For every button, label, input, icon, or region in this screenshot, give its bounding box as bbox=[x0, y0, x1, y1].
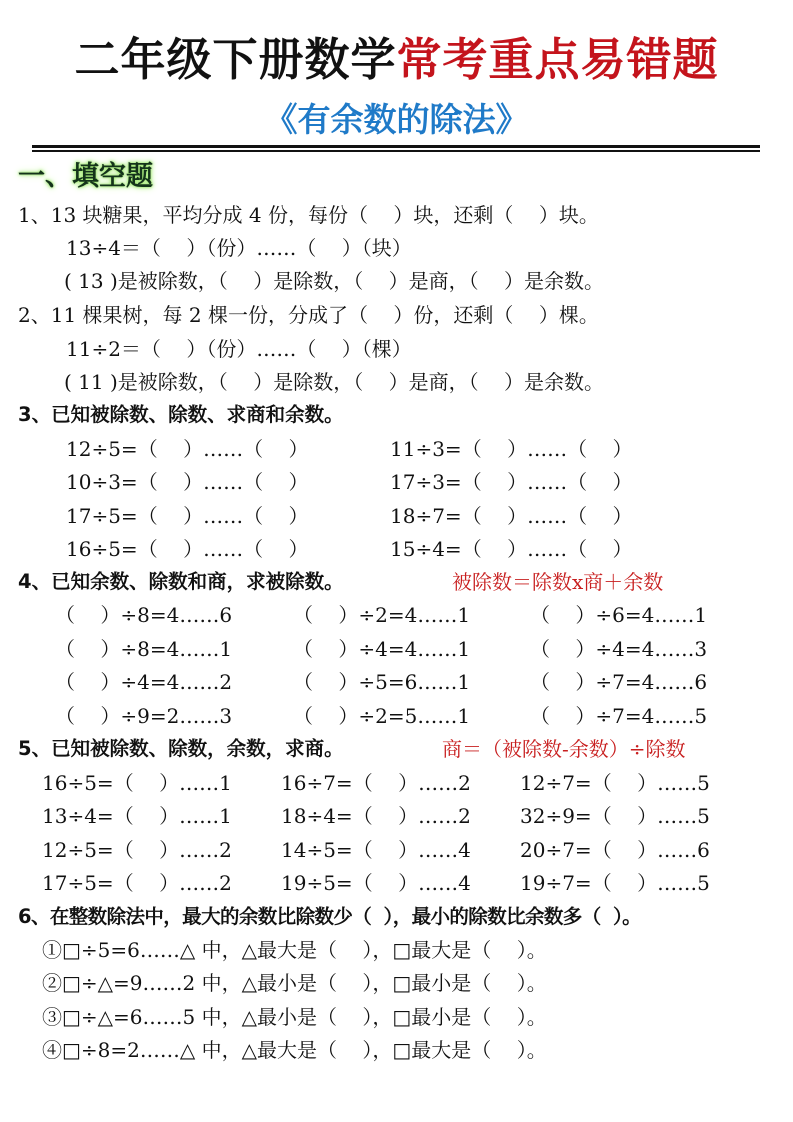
q2-prompt: 2、11 棵果树，每 2 棵一份，分成了（ ）份，还剩（ ）棵。 bbox=[18, 303, 599, 327]
worksheet-subtitle: 《有余数的除法》 bbox=[264, 100, 529, 139]
q3-item: 10÷3=（ ）……（ ） bbox=[66, 470, 309, 494]
q4-item: （ ）÷4=4……2 bbox=[55, 670, 233, 694]
worksheet-title bbox=[0, 30, 793, 90]
q5-item: 17÷5=（ ）……2 bbox=[42, 871, 232, 895]
q6-item: ②□÷△=9……2 中，△最小是（ ），□最小是（ ）。 bbox=[42, 971, 547, 995]
q3-title: 3、已知被除数、除数、求商和余数。 bbox=[18, 403, 344, 426]
q1-equation: 13÷4＝（ ）（份）……（ ）（块） bbox=[66, 236, 412, 260]
q4-item: （ ）÷9=2……3 bbox=[55, 704, 233, 728]
q4-item: （ ）÷6=4……1 bbox=[530, 603, 708, 627]
section-heading-fill-in-blanks: 一、填空题 bbox=[18, 161, 153, 192]
q4-item: （ ）÷4=4……1 bbox=[293, 637, 471, 661]
title-grade-part: 二年级下册数学 bbox=[74, 33, 397, 86]
q5-item: 12÷5=（ ）……2 bbox=[42, 838, 232, 862]
q4-item: （ ）÷2=5……1 bbox=[293, 704, 471, 728]
q4-item: （ ）÷5=6……1 bbox=[293, 670, 471, 694]
q4-item: （ ）÷8=4……6 bbox=[55, 603, 233, 627]
q6-item: ④□÷8=2……△ 中，△最大是（ ），□最大是（ ）。 bbox=[42, 1038, 547, 1062]
q3-item: 17÷3=（ ）……（ ） bbox=[390, 470, 633, 494]
q4-item: （ ）÷4=4……3 bbox=[530, 637, 708, 661]
q6-item: ③□÷△=6……5 中，△最小是（ ），□最小是（ ）。 bbox=[42, 1005, 547, 1029]
q1-prompt: 1、13 块糖果，平均分成 4 份，每份（ ）块，还剩（ ）块。 bbox=[18, 203, 599, 227]
q3-item: 11÷3=（ ）……（ ） bbox=[390, 437, 633, 461]
q5-item: 16÷5=（ ）……1 bbox=[42, 771, 232, 795]
q3-item: 18÷7=（ ）……（ ） bbox=[390, 504, 633, 528]
q5-item: 19÷7=（ ）……5 bbox=[520, 871, 710, 895]
q5-item: 18÷4=（ ）……2 bbox=[281, 804, 471, 828]
q5-item: 14÷5=（ ）……4 bbox=[281, 838, 471, 862]
header-divider-top bbox=[32, 145, 760, 148]
q6-title: 6、在整数除法中，最大的余数比除数少（ ），最小的除数比余数多（ ）。 bbox=[18, 905, 642, 928]
title-topic-part: 常考重点易错题 bbox=[396, 33, 719, 86]
q5-item: 19÷5=（ ）……4 bbox=[281, 871, 471, 895]
q3-item: 17÷5=（ ）……（ ） bbox=[66, 504, 309, 528]
q4-item: （ ）÷7=4……5 bbox=[530, 704, 708, 728]
q5-formula-hint: 商＝（被除数-余数）÷除数 bbox=[442, 737, 686, 761]
q4-item: （ ）÷8=4……1 bbox=[55, 637, 233, 661]
q2-terms: ( 11 )是被除数，（ ）是除数，（ ）是商，（ ）是余数。 bbox=[64, 370, 605, 394]
q3-item: 15÷4=（ ）……（ ） bbox=[390, 537, 633, 561]
q2-equation: 11÷2＝（ ）（份）……（ ）（棵） bbox=[66, 337, 412, 361]
q5-item: 32÷9=（ ）……5 bbox=[520, 804, 710, 828]
q5-item: 12÷7=（ ）……5 bbox=[520, 771, 710, 795]
q5-item: 13÷4=（ ）……1 bbox=[42, 804, 232, 828]
q5-item: 20÷7=（ ）……6 bbox=[520, 838, 710, 862]
q1-terms: ( 13 )是被除数，（ ）是除数，（ ）是商，（ ）是余数。 bbox=[64, 269, 605, 293]
q4-title: 4、已知余数、除数和商，求被除数。 bbox=[18, 570, 344, 593]
q3-item: 16÷5=（ ）……（ ） bbox=[66, 537, 309, 561]
q4-formula-hint: 被除数＝除数x商＋余数 bbox=[452, 570, 664, 594]
q4-item: （ ）÷2=4……1 bbox=[293, 603, 471, 627]
q5-item: 16÷7=（ ）……2 bbox=[281, 771, 471, 795]
q5-title: 5、已知被除数、除数，余数，求商。 bbox=[18, 737, 344, 760]
header-divider-bottom bbox=[32, 150, 760, 152]
q6-item: ①□÷5=6……△ 中，△最大是（ ），□最大是（ ）。 bbox=[42, 938, 547, 962]
q4-item: （ ）÷7=4……6 bbox=[530, 670, 708, 694]
q3-item: 12÷5=（ ）……（ ） bbox=[66, 437, 309, 461]
